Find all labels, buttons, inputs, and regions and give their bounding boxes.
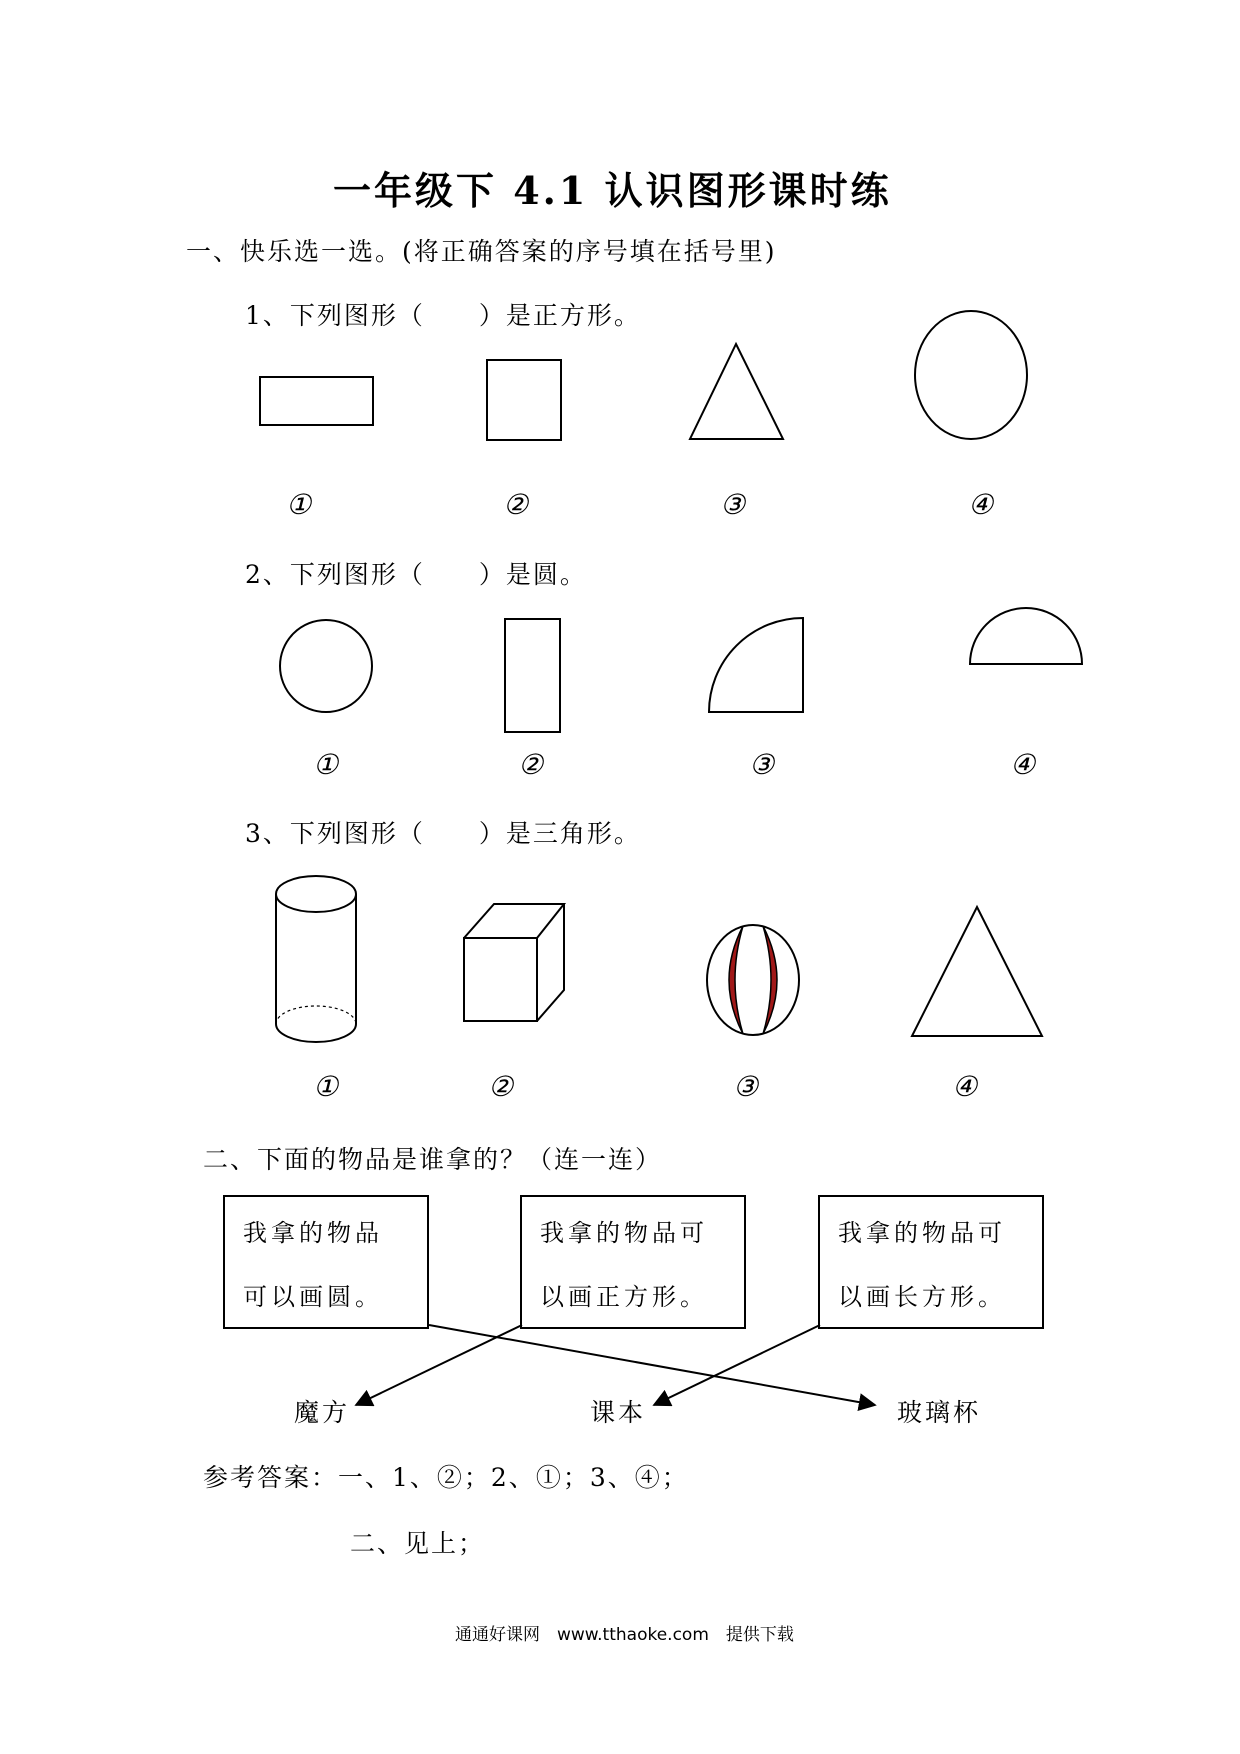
page-title: 一年级下 4.1 认识图形课时练 xyxy=(333,168,892,213)
statement-line-2: 以画长方形。 xyxy=(838,1283,1006,1311)
q3-option-2: ② xyxy=(488,1070,514,1103)
q3-option-3: ③ xyxy=(733,1070,759,1103)
q1-option-3: ③ xyxy=(720,488,746,521)
item-glass-cup: 玻璃杯 xyxy=(897,1398,982,1427)
q3-option-4: ④ xyxy=(952,1070,978,1103)
q2-option-4: ④ xyxy=(1010,748,1036,781)
section1-heading: 一、快乐选一选。(将正确答案的序号填在括号里) xyxy=(186,237,777,266)
answer-key-line-2: 二、见上； xyxy=(350,1529,486,1558)
q2-option-1: ① xyxy=(313,748,339,781)
question-2-text: 2、下列图形（ ）是圆。 xyxy=(245,560,587,589)
statement-line-1: 我拿的物品可 xyxy=(838,1219,1006,1247)
q1-option-2: ② xyxy=(503,488,529,521)
section2-heading: 二、下面的物品是谁拿的？（连一连） xyxy=(203,1145,663,1174)
q2-option-2: ② xyxy=(518,748,544,781)
statement-line-1: 我拿的物品可 xyxy=(540,1219,708,1247)
statement-line-2: 可以画圆。 xyxy=(243,1283,383,1311)
q2-option-3: ③ xyxy=(749,748,775,781)
statement-line-1: 我拿的物品 xyxy=(243,1219,383,1247)
page-footer: 通通好课网 www.tthaoke.com 提供下载 xyxy=(455,1625,794,1645)
answer-key-line-1: 参考答案：一、1、②；2、①；3、④； xyxy=(203,1463,689,1492)
question-3-text: 3、下列图形（ ）是三角形。 xyxy=(245,819,641,848)
arrow-rectangle-to-book xyxy=(654,1325,820,1405)
q1-option-4: ④ xyxy=(968,488,994,521)
item-textbook: 课本 xyxy=(590,1398,647,1427)
statement-line-2: 以画正方形。 xyxy=(540,1283,708,1311)
q1-option-1: ① xyxy=(286,488,312,521)
arrow-square-to-cube xyxy=(356,1325,522,1405)
item-rubiks-cube: 魔方 xyxy=(294,1398,351,1427)
q3-option-1: ① xyxy=(313,1070,339,1103)
question-1-text: 1、下列图形（ ）是正方形。 xyxy=(245,301,641,330)
